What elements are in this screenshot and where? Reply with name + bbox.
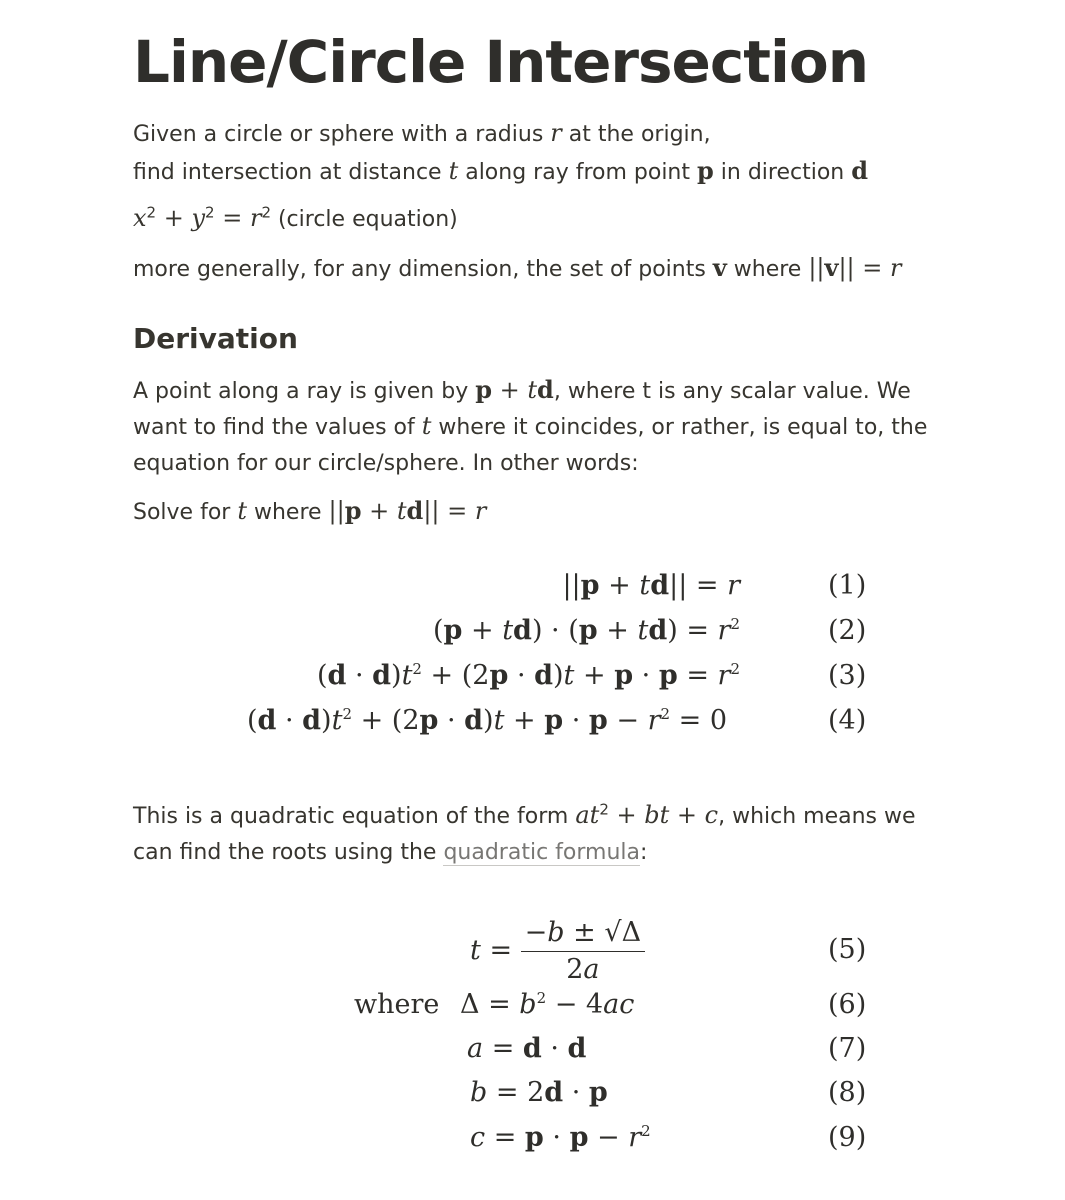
equation-2-body: $(p + td) \cdot (p + td) = r^2$ xyxy=(432,615,740,646)
equation-4-body: $(d \cdot d)t^2 + (2p \cdot d)t + p \cdot p - r^2 = 0$ xyxy=(246,705,727,736)
equation-9-number: (9) xyxy=(828,1122,867,1153)
general-statement: more generally, for any dimension, the set of points v where ||v|| = r xyxy=(133,253,902,282)
equation-4 xyxy=(0,701,1065,741)
equation-1-number: (1) xyxy=(828,570,867,601)
where-label: where xyxy=(354,989,440,1020)
equation-6-body: $\Delta = b^2 - 4ac$ xyxy=(460,989,635,1020)
derivation-heading: Derivation xyxy=(133,322,298,355)
quadratic-line-2: can find the roots using the quadratic formula: xyxy=(133,840,648,865)
equation-3-body: $(d \cdot d)t^2 + (2p \cdot d)t + p \cdot p = r^2$ xyxy=(316,660,740,691)
equation-2-number: (2) xyxy=(828,615,867,646)
fraction: $\frac{-b \pm √\Delta}{2a}$ xyxy=(521,915,645,988)
derivation-line-3: equation for our circle/sphere. In other words: xyxy=(133,451,639,476)
circle-equation: $x^2 + y^2 = r^2$ (circle equation) xyxy=(133,203,458,232)
quadratic-formula-link[interactable]: quadratic formula xyxy=(443,840,640,865)
equation-8 xyxy=(0,1073,1065,1113)
intro-line-1: Given a circle or sphere with a radius r at the origin, xyxy=(133,119,711,147)
equation-7-body: a = d · d xyxy=(467,1033,587,1064)
equation-7 xyxy=(0,1029,1065,1069)
equation-9 xyxy=(0,1118,1065,1158)
equation-5-body: t = $\frac{-b \pm √\Delta}{2a}$ xyxy=(470,915,645,988)
quadratic-line-1: This is a quadratic equation of the form $at^2$ + bt + c, which means we xyxy=(133,800,916,829)
equation-6-number: (6) xyxy=(828,989,867,1020)
derivation-line-1: A point along a ray is given by p + td, where t is any scalar value. We xyxy=(133,375,911,404)
equation-5-number: (5) xyxy=(828,934,867,965)
equation-7-number: (7) xyxy=(828,1033,867,1064)
equation-8-number: (8) xyxy=(828,1077,867,1108)
equation-5 xyxy=(0,915,1065,985)
equation-6 xyxy=(0,985,1065,1025)
equation-3 xyxy=(0,656,1065,696)
equation-8-body: b = 2d · p xyxy=(470,1077,608,1108)
intro-line-2: find intersection at distance t along ray from point p in direction d xyxy=(133,156,869,185)
equation-1 xyxy=(0,566,1065,606)
derivation-line-2: want to find the values of t where it coincides, or rather, is equal to, the xyxy=(133,412,928,440)
solve-statement: Solve for t where ||p + td|| = r xyxy=(133,496,487,525)
equation-1-body: ||p + td|| = r xyxy=(562,570,740,601)
page-title: Line/Circle Intersection xyxy=(133,28,869,96)
equation-9-body: $c = p \cdot p - r^2$ xyxy=(470,1122,651,1153)
equation-2 xyxy=(0,611,1065,651)
equation-4-number: (4) xyxy=(828,705,867,736)
equation-3-number: (3) xyxy=(828,660,867,691)
